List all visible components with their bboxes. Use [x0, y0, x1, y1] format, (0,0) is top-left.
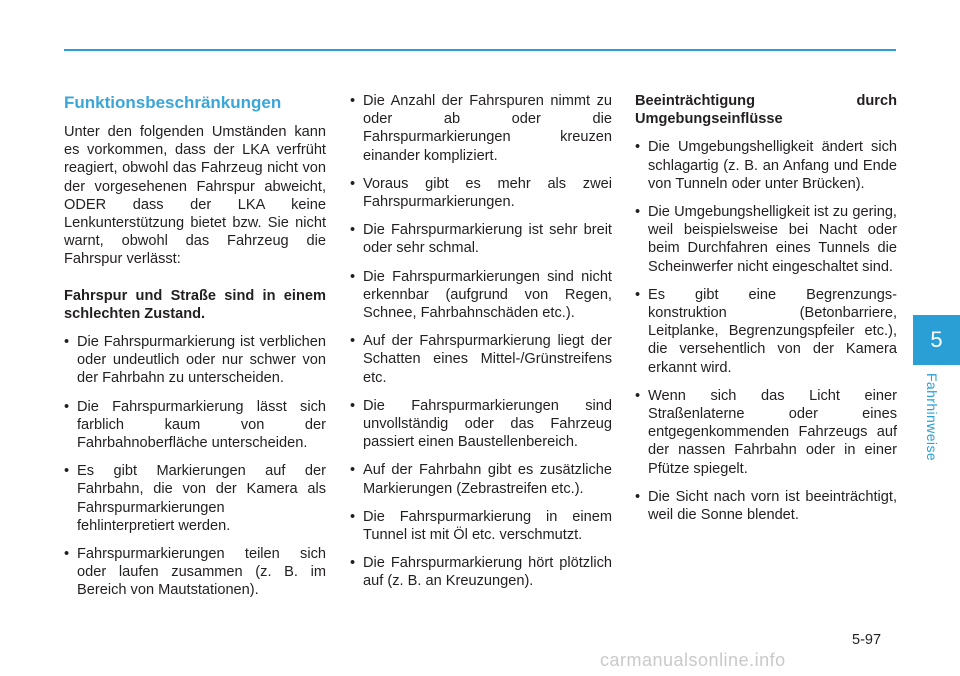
column-2 — [350, 92, 612, 601]
list-item: • Auf der Fahrbahn gibt es zusätzliche Markierungen (Zebrastreifen etc.). — [350, 461, 612, 497]
intro-paragraph: Unter den folgenden Umständen kann es vorkommen, dass der LKA verfrüht reagiert, obwohl das Fahrzeug nicht von der vorgesehenen Fahrspur abweicht, ODER dass der LKA keine Lenkunterstützung bietet bzw. Sie nicht warnt, obwohl das Fahrzeug die Fahrspur verlässt: — [64, 124, 326, 268]
section-title: Funktionsbeschränkungen — [64, 93, 282, 112]
list-item: • Wenn sich das Licht einer Straßenlaterne oder eines entgegenkommenden Fahrzeugs auf der nassen Fahrbahn oder in einer Pfütze spiegelt. — [635, 387, 897, 478]
list-item: • Die Sicht nach vorn ist beeinträchtigt, weil die Sonne blendet. — [635, 488, 897, 524]
column-3 — [635, 92, 897, 534]
list-item: • Die Fahrspurmarkierung ist verblichen oder undeutlich oder nur schwer von der Fahrbahn zu unterscheiden. — [64, 333, 326, 388]
watermark: carmanualsonline.info — [600, 650, 786, 670]
group3-heading: Beeinträchtigung durch Umgebungseinflüsse — [635, 93, 897, 128]
list-item: • Es gibt Markierungen auf der Fahrbahn, die von der Kamera als Fahrspurmarkierungen fehlinterpretiert werden. — [64, 462, 326, 535]
list-item: • Die Fahrspurmarkierungen sind unvollständig oder das Fahrzeug passiert einen Baustellenbereich. — [350, 397, 612, 452]
page-number: 5-97 — [852, 632, 882, 648]
list-item: • Es gibt eine Begrenzungs-konstruktion (Betonbarriere, Leitplanke, Begrenzungspfeiler etc.), die versehentlich von der Kamera erkannt wird. — [635, 286, 897, 377]
group1-list — [64, 333, 326, 600]
list-item: • Die Fahrspurmarkierung hört plötzlich auf (z. B. an Kreuzungen). — [350, 554, 612, 590]
list-item: • Die Umgebungshelligkeit ist zu gering, weil beispielsweise bei Nacht oder beim Durchfahren eines Tunnels die Scheinwerfer nicht eingeschaltet sind. — [635, 203, 897, 276]
list-item: • Die Fahrspurmarkierung in einem Tunnel ist mit Öl etc. verschmutzt. — [350, 508, 612, 544]
top-rule — [64, 49, 896, 51]
chapter-label-text: Fahrhinweise — [924, 372, 940, 462]
list-item: • Die Anzahl der Fahrspuren nimmt zu oder ab oder die Fahrspurmarkierungen kreuzen einander kompliziert. — [350, 92, 612, 165]
list-item: • Auf der Fahrspurmarkierung liegt der Schatten eines Mittel-/Grünstreifens etc. — [350, 332, 612, 387]
column-1 — [64, 92, 326, 610]
list-item: • Fahrspurmarkierungen teilen sich oder laufen zusammen (z. B. im Bereich von Mautstationen). — [64, 545, 326, 600]
list-item: • Die Fahrspurmarkierung lässt sich farblich kaum von der Fahrbahnoberfläche unterscheiden. — [64, 398, 326, 453]
group1-heading: Fahrspur und Straße sind in einem schlechten Zustand. — [64, 287, 326, 322]
spacer — [64, 269, 326, 287]
chapter-tab: 5 — [913, 315, 960, 365]
chapter-label — [923, 374, 941, 460]
group3-list — [635, 138, 897, 524]
list-item: • Die Fahrspurmarkierungen sind nicht erkennbar (aufgrund von Regen, Schnee, Fahrbahnschäden etc.). — [350, 268, 612, 323]
list-item: • Die Umgebungshelligkeit ändert sich schlagartig (z. B. an Anfang und Ende von Tunneln oder unter Brücken). — [635, 138, 897, 193]
list-item: • Voraus gibt es mehr als zwei Fahrspurmarkierungen. — [350, 175, 612, 211]
group2-list — [350, 92, 612, 591]
list-item: • Die Fahrspurmarkierung ist sehr breit oder sehr schmal. — [350, 221, 612, 257]
